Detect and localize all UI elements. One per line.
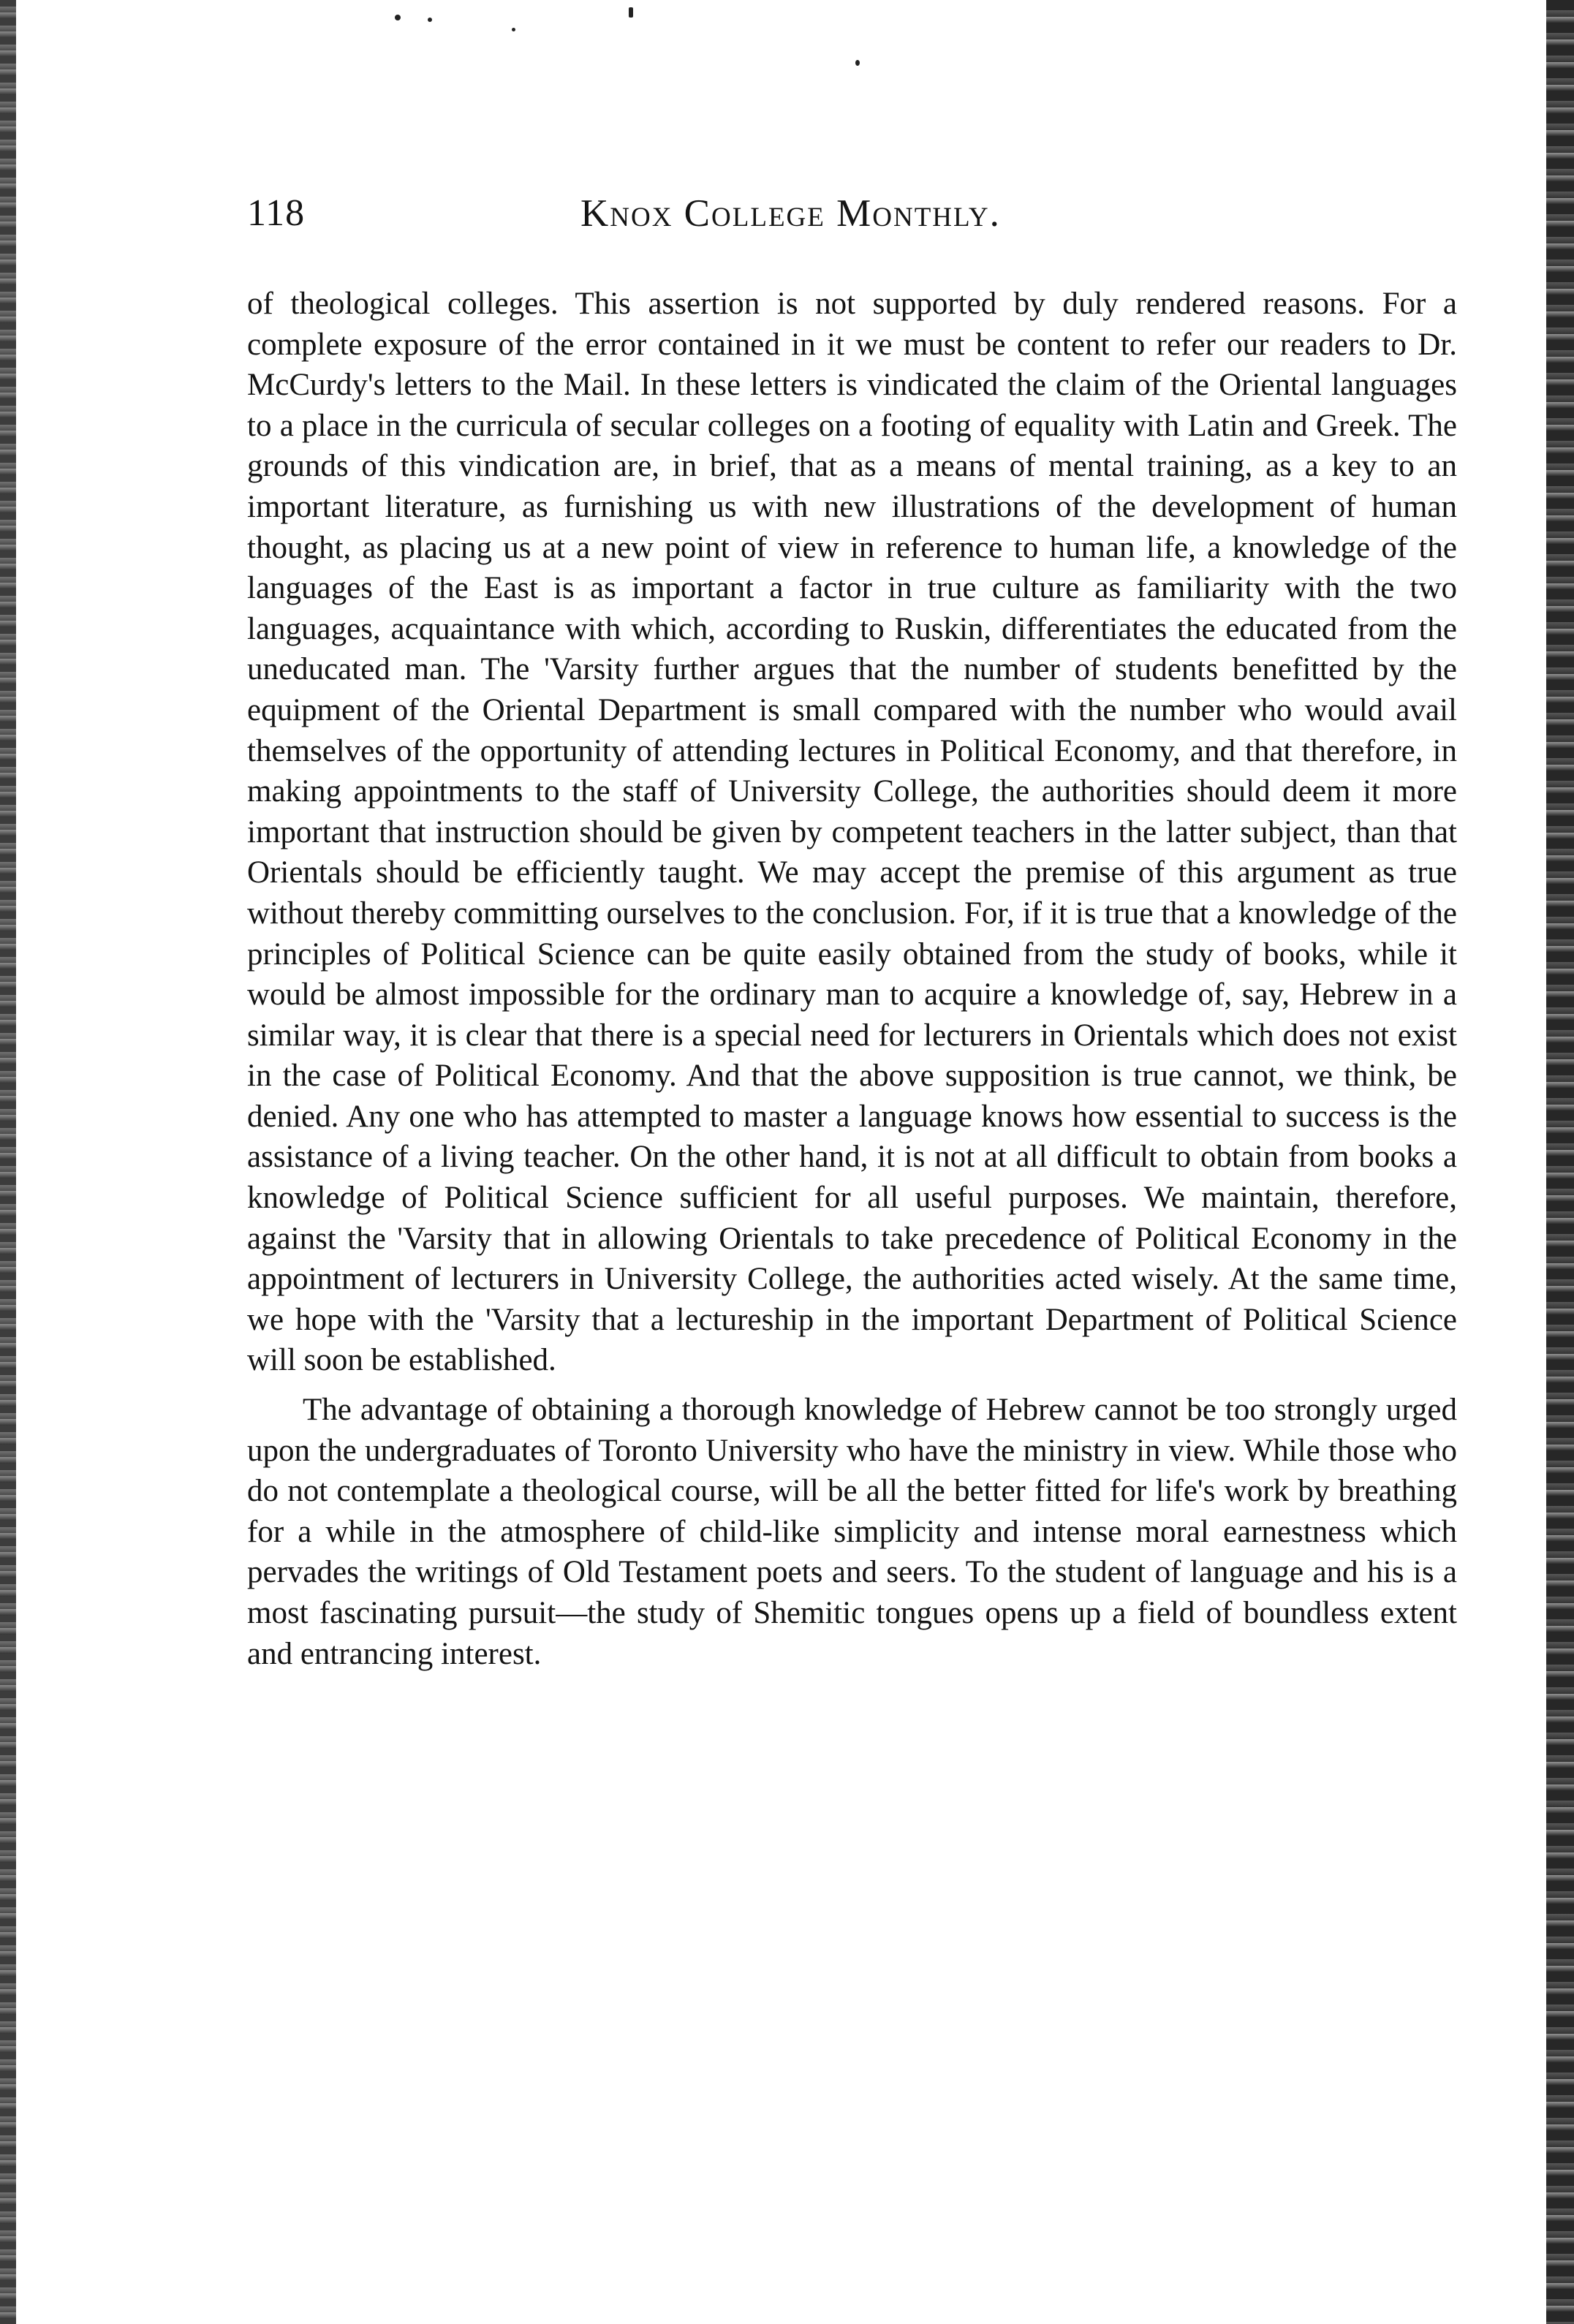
scan-border-right (1546, 0, 1574, 2324)
scan-speck (512, 28, 515, 31)
scan-speck (855, 60, 860, 66)
page-number: 118 (247, 192, 306, 234)
body-paragraph: The advantage of obtaining a thorough knowledge of Hebrew cannot be too strongly urged upon the undergraduates of Toronto University who have the ministry in view. While those who do not contemplate a theological course, will be all the better fitted for life's work by breathing for a while in the atmosphere of child-like simplicity and intense moral earnestness which pervades the writings of Old Testament poets and seers. To the student of language and his is a most fascinating pursuit—the study of Shemitic tongues opens up a field of boundless extent and entrancing interest. (247, 1393, 1457, 1671)
page-header (247, 192, 1461, 250)
article-body (247, 284, 1457, 1674)
scan-border-left (0, 0, 16, 2324)
scan-speck (629, 7, 633, 18)
scan-speck (395, 15, 401, 20)
scan-speck (428, 18, 432, 22)
running-title: Knox College Monthly. (580, 192, 1001, 235)
body-paragraph: of theological colleges. This assertion is not supported by duly rendered reasons. For a complete exposure of the error contained in it we must be content to refer our readers to Dr. McCurdy's letters to the Mail. In these letters is vindicated the claim of the Oriental languages to a place in the curricula of secular colleges on a footing of equality with Latin and Greek. The grounds of this vindication are, in brief, that as a means of mental training, as a key to an important literature, as furnishing us with new illustrations of the development of human thought, as placing us at a new point of view in reference to human life, a knowledge of the languages of the East is as important a factor in true culture as familiarity with the two languages, acquaintance with which, according to Ruskin, differentiates the educated from the uneducated man. The 'Varsity further argues that the number of students benefitted by the equipment of the Oriental Department is small compared with the number who would avail themselves of the opportunity of attending lectures in Political Economy, and that therefore, in making appointments to the staff of University College, the authorities should deem it more important that instruction should be given by competent teachers in the latter subject, than that Orientals should be efficiently taught. We may accept the premise of this argument as true without thereby committing ourselves to the conclusion. For, if it is true that a knowledge of the principles of Political Science can be quite easily obtained from the study of books, while it would be almost impossible for the ordinary man to acquire a knowledge of, say, Hebrew in a similar way, it is clear that there is a special need for lecturers in Orientals which does not exist in the case of Political Economy. And that the above supposition is true cannot, we think, be denied. Any one who has attempted to master a language knows how essential to success is the assistance of a living teacher. On the other hand, it is not at all difficult to obtain from books a knowledge of Political Science sufficient for all useful purposes. We maintain, therefore, against the 'Varsity that in allowing Orientals to take precedence of Political Economy in the appointment of lecturers in University College, the authorities acted wisely. At the same time, we hope with the 'Varsity that a lectureship in the important Department of Political Science will soon be established. (247, 287, 1457, 1378)
